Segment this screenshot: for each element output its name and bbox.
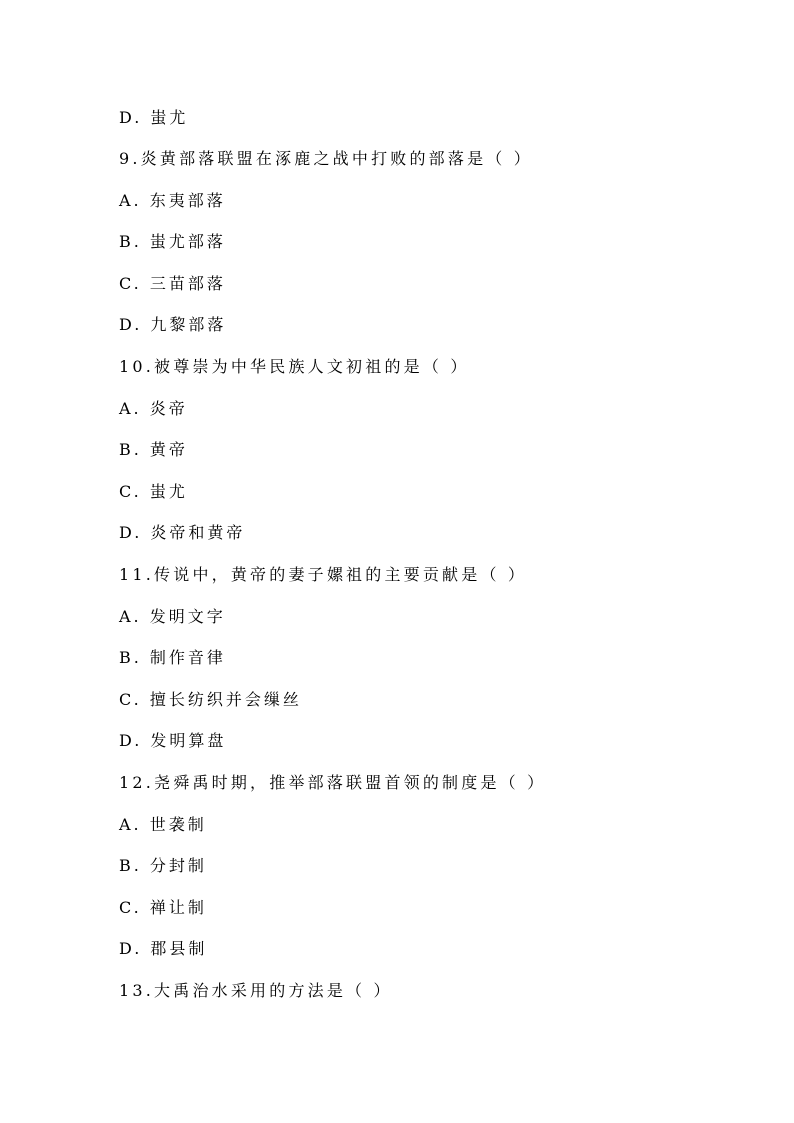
question-12-stem: 12.尧舜禹时期，推举部落联盟首领的制度是（ ）	[119, 773, 547, 792]
question-10-option-b: B. 黄帝	[119, 440, 188, 459]
question-10-option-c: C. 蚩尤	[119, 482, 188, 501]
question-11-option-d: D. 发明算盘	[119, 731, 227, 750]
question-10-stem: 10.被尊崇为中华民族人文初祖的是（ ）	[119, 357, 470, 376]
question-11-option-b: B. 制作音律	[119, 648, 226, 667]
question-12-option-b: B. 分封制	[119, 856, 207, 875]
prev-option-d: D. 蚩尤	[119, 108, 189, 127]
question-9-option-b: B. 蚩尤部落	[119, 232, 226, 251]
question-9-stem: 9.炎黄部落联盟在涿鹿之战中打败的部落是（ ）	[119, 149, 533, 168]
question-10-option-d: D. 炎帝和黄帝	[119, 523, 246, 542]
question-13-stem: 13.大禹治水采用的方法是（ ）	[119, 981, 393, 1000]
question-12-option-d: D. 郡县制	[119, 939, 208, 958]
question-11-stem: 11.传说中，黄帝的妻子嫘祖的主要贡献是（ ）	[119, 565, 528, 584]
question-9-option-a: A. 东夷部落	[119, 191, 226, 210]
question-11-option-a: A. 发明文字	[119, 607, 226, 626]
question-12-option-c: C. 禅让制	[119, 898, 207, 917]
question-11-option-c: C. 擅长纺织并会缫丝	[119, 690, 302, 709]
question-10-option-a: A. 炎帝	[119, 399, 188, 418]
question-9-option-c: C. 三苗部落	[119, 274, 226, 293]
question-9-option-d: D. 九黎部落	[119, 315, 227, 334]
question-12-option-a: A. 世袭制	[119, 815, 207, 834]
